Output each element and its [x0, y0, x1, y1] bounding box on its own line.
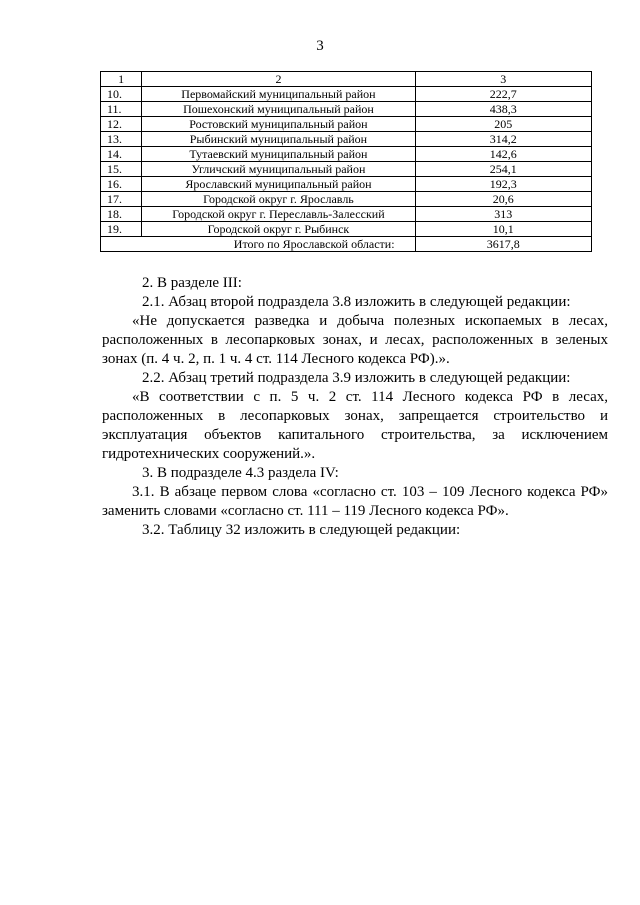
- row-name: Угличский муниципальный район: [142, 162, 415, 177]
- table-row: [101, 162, 592, 177]
- paragraph-section-2: 2. В разделе III:: [142, 275, 242, 291]
- row-number: 18.: [101, 207, 142, 222]
- row-number: 14.: [101, 147, 142, 162]
- table-header-row: [101, 72, 592, 87]
- table-row: [101, 147, 592, 162]
- row-name: Рыбинский муниципальный район: [142, 132, 415, 147]
- row-number: 15.: [101, 162, 142, 177]
- row-number: 12.: [101, 117, 142, 132]
- table-row: [101, 192, 592, 207]
- page-number: 3: [316, 38, 324, 54]
- total-value: 3617,8: [415, 237, 591, 252]
- row-name: Городской округ г. Ярославль: [142, 192, 415, 207]
- table-row: [101, 132, 592, 147]
- paragraph-3-2: 3.2. Таблицу 32 изложить в следующей редакции:: [142, 522, 461, 538]
- paragraph-quote-3-8: «Не допускается разведка и добыча полезных ископаемых в лесах, расположенных в лесопарковых зонах, и лесах, расположенных в зеленых зонах (п. 4 ч. 2, п. 1 ч. 4 ст. 114 Лесного кодекса РФ).».: [102, 313, 608, 367]
- paragraph-section-3: 3. В подразделе 4.3 раздела IV:: [142, 465, 339, 481]
- row-number: 17.: [101, 192, 142, 207]
- paragraph-3-1: 3.1. В абзаце первом слова «согласно ст. 103 – 109 Лесного кодекса РФ» заменить словами «согласно ст. 111 – 119 Лесного кодекса РФ».: [102, 484, 608, 519]
- row-number: 10.: [101, 87, 142, 102]
- row-number: 13.: [101, 132, 142, 147]
- table-total-row: [101, 237, 592, 252]
- row-value: 438,3: [415, 102, 591, 117]
- row-name: Ярославский муниципальный район: [142, 177, 415, 192]
- table-row: [101, 222, 592, 237]
- column-header-number: 1: [101, 72, 142, 87]
- table-row: [101, 117, 592, 132]
- regions-table: [100, 71, 592, 252]
- row-name: Тутаевский муниципальный район: [142, 147, 415, 162]
- row-number: 19.: [101, 222, 142, 237]
- table-row: [101, 102, 592, 117]
- row-value: 222,7: [415, 87, 591, 102]
- row-name: Пошехонский муниципальный район: [142, 102, 415, 117]
- row-name: Ростовский муниципальный район: [142, 117, 415, 132]
- paragraph-2-1: 2.1. Абзац второй подраздела 3.8 изложить в следующей редакции:: [142, 294, 571, 310]
- column-header-value: 3: [415, 72, 591, 87]
- document-body: [102, 274, 608, 540]
- row-value: 192,3: [415, 177, 591, 192]
- total-label: Итого по Ярославской области:: [101, 237, 416, 252]
- row-name: Первомайский муниципальный район: [142, 87, 415, 102]
- paragraph-2-2: 2.2. Абзац третий подраздела 3.9 изложить в следующей редакции:: [142, 370, 571, 386]
- table-row: [101, 87, 592, 102]
- row-value: 313: [415, 207, 591, 222]
- table-row: [101, 177, 592, 192]
- row-name: Городской округ г. Рыбинск: [142, 222, 415, 237]
- row-value: 254,1: [415, 162, 591, 177]
- table-row: [101, 207, 592, 222]
- row-value: 10,1: [415, 222, 591, 237]
- paragraph-quote-3-9: «В соответствии с п. 5 ч. 2 ст. 114 Лесного кодекса РФ в лесах, расположенных в лесопарковых зонах, запрещается строительство и эксплуатация объектов капитального строительства, за исключением гидротехнических сооружений.».: [102, 389, 608, 462]
- row-name: Городской округ г. Переславль-Залесский: [142, 207, 415, 222]
- column-header-name: 2: [142, 72, 415, 87]
- row-value: 142,6: [415, 147, 591, 162]
- row-value: 205: [415, 117, 591, 132]
- row-value: 20,6: [415, 192, 591, 207]
- row-value: 314,2: [415, 132, 591, 147]
- row-number: 16.: [101, 177, 142, 192]
- row-number: 11.: [101, 102, 142, 117]
